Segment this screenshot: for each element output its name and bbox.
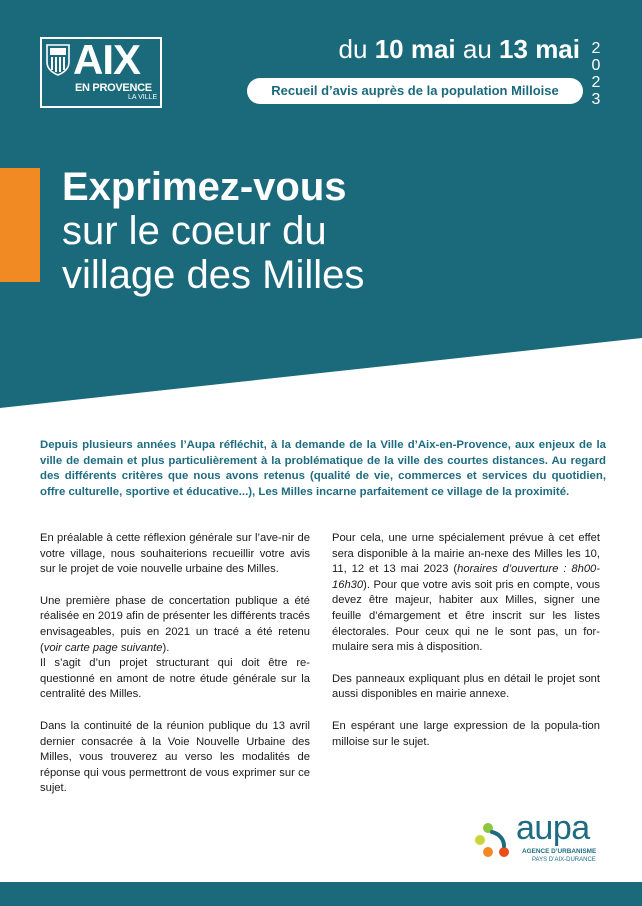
city-crest-icon (46, 44, 70, 76)
right-column (332, 531, 600, 766)
left-paragraph-2 (40, 594, 310, 656)
logo-text-la-ville: LA VILLE (128, 94, 158, 101)
dates-start: 10 mai (374, 34, 456, 64)
left-paragraph-4: Dans la continuité de la réunion publique du 13 avril dernier consacrée à la Voie Nouvelle Urbaine des Milles, vous trouverez au verso les modalités de réponse qui vous permettront de vous exprimer sur ce sujet. (40, 719, 310, 795)
aix-logo (40, 37, 164, 107)
logo-text-aix: AIX (73, 36, 141, 83)
aupa-logo (474, 809, 606, 870)
right-p1-text-a: Pour cela, une urne spécialement prévue à cet effet sera disponible à la mairie an-nexe des Milles les 10, 11, 12 et 13 mai 2023 ( (332, 532, 600, 576)
right-p1-text-b: ). Pour que votre avis soit pris en compte, vous devez être majeur, habiter aux Milles, signer une feuille d’émargement et être inscrit sur les listes électorales. Pour ceux qui ne le sont pas, un for-mulaire sera mis à disposition. (332, 578, 600, 654)
aupa-wordmark: aupa (516, 809, 590, 847)
aupa-tagline-1: AGENCE D’URBANISME (522, 848, 597, 855)
aupa-tagline-2: PAYS D’AIX-DURANCE (532, 857, 596, 863)
left-column (40, 531, 310, 813)
page-title (62, 165, 364, 297)
event-dates (250, 33, 580, 65)
title-line-1: Exprimez-vous (62, 165, 347, 209)
consultation-pill: Recueil d’avis auprès de la population Milloise (247, 78, 583, 104)
intro-paragraph: Depuis plusieurs années l’Aupa réfléchit, à la demande de la Ville d’Aix-en-Provence, aux enjeux de la ville de demain et plus particulièrement à la problématique de la ville des courtes distances. Au regard des différents critères que nous avons retenus (qualité de vie, commerces et services du quotidien, offre culturelle, sportive et éducative...), Les Milles incarne parfaitement ce village de la proximité. (40, 439, 606, 498)
dates-du: du (338, 34, 368, 64)
footer-bar (0, 882, 642, 906)
title-line-2: sur le coeur du (62, 209, 327, 253)
title-line-3: village des Milles (62, 253, 365, 297)
event-year-vertical (588, 40, 604, 108)
year-digit: 2 (591, 74, 601, 91)
left-paragraph-3: Il s’agit d’un projet structurant qui doit être re-questionné en amont de notre étude générale sur la centralité des Milles. (40, 657, 310, 701)
right-paragraph-3: En espérant une large expression de la popula-tion milloise sur le sujet. (332, 719, 600, 748)
year-digit: 0 (591, 57, 601, 74)
accent-bar (0, 168, 40, 282)
year-digit: 2 (591, 40, 601, 57)
aupa-emblem-icon (474, 818, 518, 862)
year-digit: 3 (591, 91, 601, 108)
right-paragraph-2: Des panneaux expliquant plus en détail le projet sont aussi disponibles en mairie annexe. (332, 672, 600, 701)
opening-hours: horaires d’ouverture : 8h00-16h30 (332, 563, 601, 591)
logo-text-en-provence: EN PROVENCE (75, 82, 152, 94)
left-p2-text-b: ). (162, 641, 170, 654)
map-reference: voir carte page suivante (43, 641, 163, 654)
left-p2-text-a: Une première phase de concertation publique a été réalisée en 2019 afin de présenter les différents tracés envisageables, puis en 2021 un tracé a été retenu ( (40, 594, 310, 654)
right-paragraph-1 (332, 531, 600, 656)
dates-end: 13 mai (499, 34, 580, 64)
left-paragraph-1: En préalable à cette réflexion générale sur l’ave-nir de votre village, nous souhaiterions recueillir votre avis sur le projet de voie nouvelle urbaine des Milles. (40, 532, 310, 576)
dates-au: au (462, 34, 492, 64)
